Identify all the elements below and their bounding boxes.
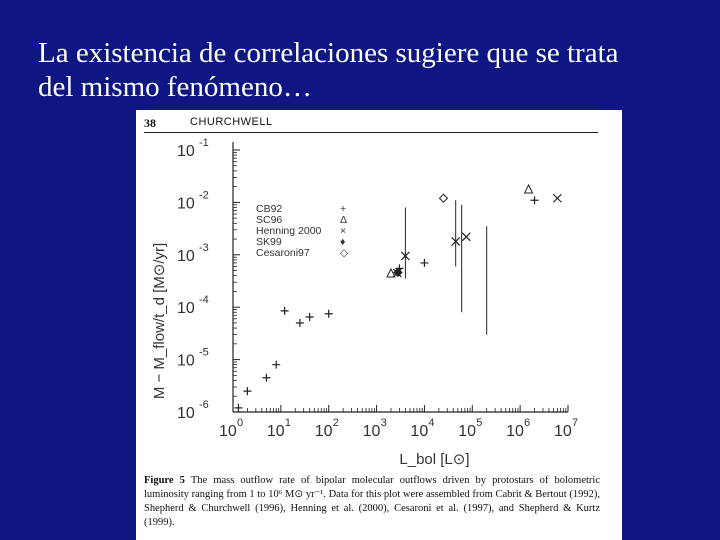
data-point-plus	[296, 319, 304, 327]
legend-entry-marker: +	[340, 203, 347, 215]
slide-title-line-2: del mismo fenómeno…	[38, 71, 312, 103]
x-tick-exponent: 4	[428, 417, 435, 429]
legend-entry-label: CB92	[256, 203, 283, 215]
legend-entry-label: Henning 2000	[256, 225, 322, 237]
figure-label: Figure 5	[144, 475, 185, 486]
data-point-plus	[531, 196, 539, 204]
legend-entry-marker: ×	[340, 225, 347, 237]
y-tick-label: 10	[177, 300, 195, 318]
page-number: 38	[144, 116, 156, 130]
figure-caption-text: The mass outflow rate of bipolar molecular outflows driven by protostars of bolometric luminosity ranging from 1 to 10⁶ M⊙ yr⁻¹. Data for this plot were assembled from Cabrit & Bertout (1992), Shepherd & Churchwell (1996), Henning et al. (2000), Cesaroni et al. (1997), and Shepherd & Kurtz (1999).	[144, 475, 600, 528]
paper-page-image	[136, 110, 622, 540]
x-tick-exponent: 3	[380, 417, 387, 429]
y-tick-label: 10	[177, 143, 195, 160]
data-point-diamond-open	[439, 194, 447, 202]
data-point-plus	[262, 374, 270, 382]
x-tick-exponent: 5	[476, 417, 483, 429]
y-tick-label: 10	[177, 352, 195, 370]
outflow-scatter-plot	[136, 110, 622, 470]
y-tick-label: 10	[177, 247, 195, 265]
x-tick-exponent: 6	[524, 417, 531, 429]
y-tick-label: 10	[177, 195, 195, 213]
legend-entry-marker: Δ	[340, 214, 348, 226]
x-tick-label: 10	[410, 423, 429, 440]
x-tick-label: 10	[458, 423, 477, 440]
legend-entry-marker: ◇	[340, 247, 349, 259]
figure-caption	[144, 474, 600, 530]
running-head: CHURCHWELL	[190, 116, 273, 128]
y-tick-exponent: -1	[199, 137, 209, 149]
x-tick-exponent: 1	[284, 417, 291, 429]
x-tick-exponent: 0	[237, 417, 244, 429]
data-point-x	[553, 194, 561, 202]
data-point-x	[462, 233, 470, 241]
data-point-plus	[272, 361, 280, 369]
x-tick-label: 10	[314, 423, 333, 440]
legend-entry-marker: ♦	[340, 236, 346, 248]
x-tick-label: 10	[266, 423, 285, 440]
data-point-plus	[420, 259, 428, 267]
y-tick-exponent: -4	[199, 294, 209, 307]
x-tick-label: 10	[219, 423, 237, 440]
y-tick-exponent: -2	[199, 189, 209, 202]
legend-entry-label: SC96	[256, 214, 283, 226]
y-tick-exponent: -5	[199, 346, 209, 359]
data-point-plus	[281, 307, 289, 315]
x-tick-exponent: 7	[572, 417, 579, 429]
data-point-plus	[243, 387, 251, 395]
y-axis-label: M − M_flow/t_d [M⊙/yr]	[151, 242, 168, 400]
x-tick-label: 10	[554, 423, 572, 440]
y-tick-exponent: -3	[199, 241, 209, 254]
y-tick-exponent: -6	[199, 399, 209, 411]
y-tick-label: 10	[177, 405, 195, 422]
legend-entry-label: Cesaroni97	[256, 247, 310, 259]
legend-entry-label: SK99	[256, 236, 282, 248]
data-point-plus	[306, 313, 314, 321]
slide-title	[38, 36, 698, 104]
data-point-plus	[234, 404, 242, 412]
x-tick-label: 10	[506, 423, 524, 440]
x-tick-exponent: 2	[332, 417, 339, 429]
data-point-triangle	[525, 185, 533, 193]
x-tick-label: 10	[362, 423, 381, 440]
data-point-plus	[325, 310, 333, 318]
x-axis-label: L_bol [L⊙]	[399, 451, 470, 468]
slide-title-line-1: La existencia de correlaciones sugiere que se trata	[38, 37, 619, 69]
